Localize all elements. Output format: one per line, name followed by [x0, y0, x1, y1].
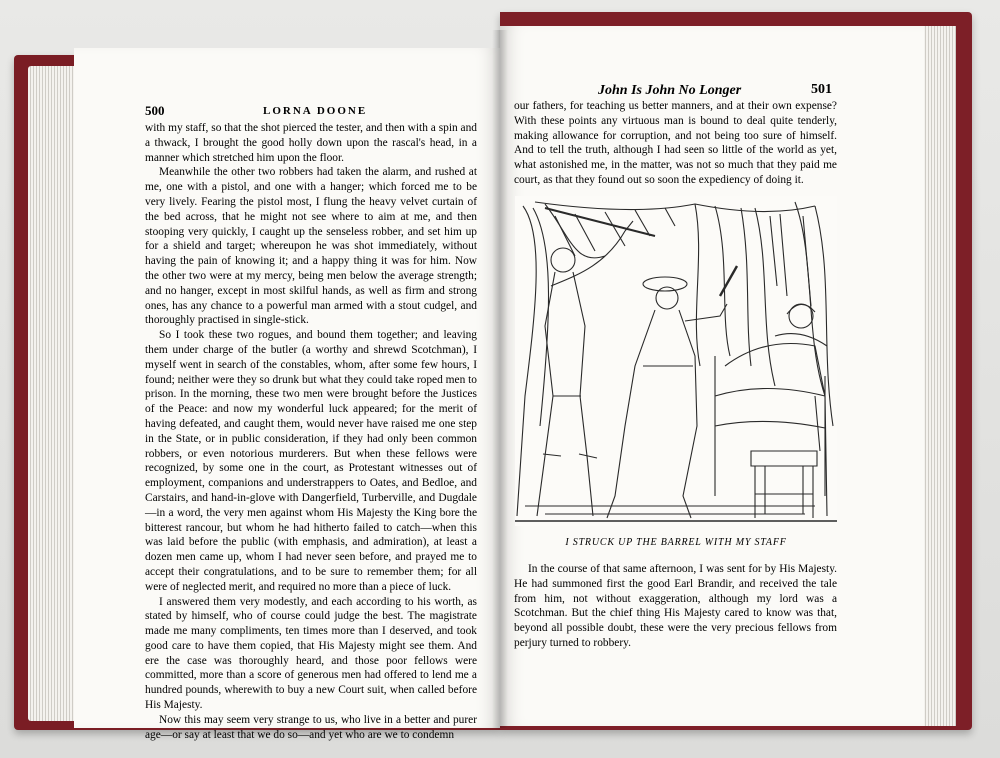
paragraph: I answered them very modestly, and each according to his worth, as stated by himself, who of course could judge the best. The magistrate made me many compliments, ten times more than I deserved, and took good care to have them copied, that His Majesty might see them. And ere the case was thoroughly heard, and those poor fellows were committed, more than a score of generous men had offered to lend me a hundred pounds, wherewith to buy a new Court suit, when called before His Majesty. [145, 595, 477, 712]
illustration-caption: I STRUCK UP THE BARREL WITH MY STAFF [565, 537, 787, 548]
paragraph: Meanwhile the other two robbers had taken the alarm, and rushed at me, one with a pistol, and one with a hanger; which forced me to be very lively. Fearing the pistol most, I flung the heavy velvet curtain of the bed across, that he might not see where to aim at me, and then stooping very quickly, I caught up the senseless robber, and set him up for a shield and target; whereupon he was shot immediately, without having the pain of knowing it; and a happy thing it was for him. Now the other two were at my mercy, being men below the average strength; and no hanger, except in most skilful hands, as well as firm and strong ones, has any chance to a powerful man armed with a stout cudgel, and thoroughly practised in single-stick. [145, 166, 477, 327]
paragraph: our fathers, for teaching us better manners, and at their own expense? With these points any virtuous man is bound to deal quite tenderly, making allowance for corruption, and not being too sure of himself. And to tell the truth, although I had seen so little of the world as yet, what astonished me, in the matter, was not so much that they paid me court, as that they found out so soon the expediency of doing it. [514, 100, 837, 186]
left-page-text [145, 121, 477, 742]
right-page-number: 501 [811, 82, 832, 97]
left-page-number: 500 [145, 103, 165, 118]
book-gutter-shadow [492, 30, 508, 728]
paragraph: with my staff, so that the shot pierced the tester, and then with a spin and a thwack, I brought the good holly down upon the rascal's head, in a manner which stretched him upon the floor. [145, 122, 477, 164]
left-running-title: LORNA DOONE [263, 105, 368, 117]
page-stack-right [920, 26, 956, 726]
paragraph: Now this may seem very strange to us, who live in a better and purer age—or say at least that we do so—and yet who are we to condemn [145, 713, 477, 741]
engraving-illustration [515, 196, 837, 526]
paragraph: So I took these two rogues, and bound them together; and leaving them under charge of the butler (a worthy and shrewd Scotchman), I myself went in search of the constables, whom, after some few hours, I found; neither were they so drunk but what they could take roped men to prison. In the morning, these two men were brought before the Justices of the Peace: and now my wonderful luck appeared; for the merit of having defeated, and caught them, would never have raised me one step in the State, or in public consideration, if they had only been common robbers, or even notorious murderers. But when these fellows were recognized, by some one in the court, as Protestant witnesses out of employment, companions and understrappers to Oates, and Bedloe, and Carstairs, and hand-in-glove with Dangerfield, Turberville, and Dugdale—in a word, the very men against whom His Majesty the King bore the bitterest rancour, but whom he had hitherto failed to catch—when this was laid before the public (with emphasis, and admiration), at least a dozen men came up, whom I had never seen before, and prayed me to accept their congratulations, and to be sure to remember them; for all were of neglected merit, and required no more than a piece of luck. [145, 329, 477, 593]
illustration-drawing [515, 196, 837, 526]
right-running-title: John Is John No Longer [598, 83, 742, 98]
right-page-text-top [514, 99, 837, 188]
paragraph: In the course of that same afternoon, I was sent for by His Majesty. He had summoned first the good Earl Brandir, and received the tale from him, not without exaggeration, although my lord was a Scotchman. But the chief thing His Majesty cared to know was that, beyond all possible doubt, these were the very precious fellows from perjury turned to robbery. [514, 563, 837, 649]
right-page-text-bottom [514, 562, 837, 651]
